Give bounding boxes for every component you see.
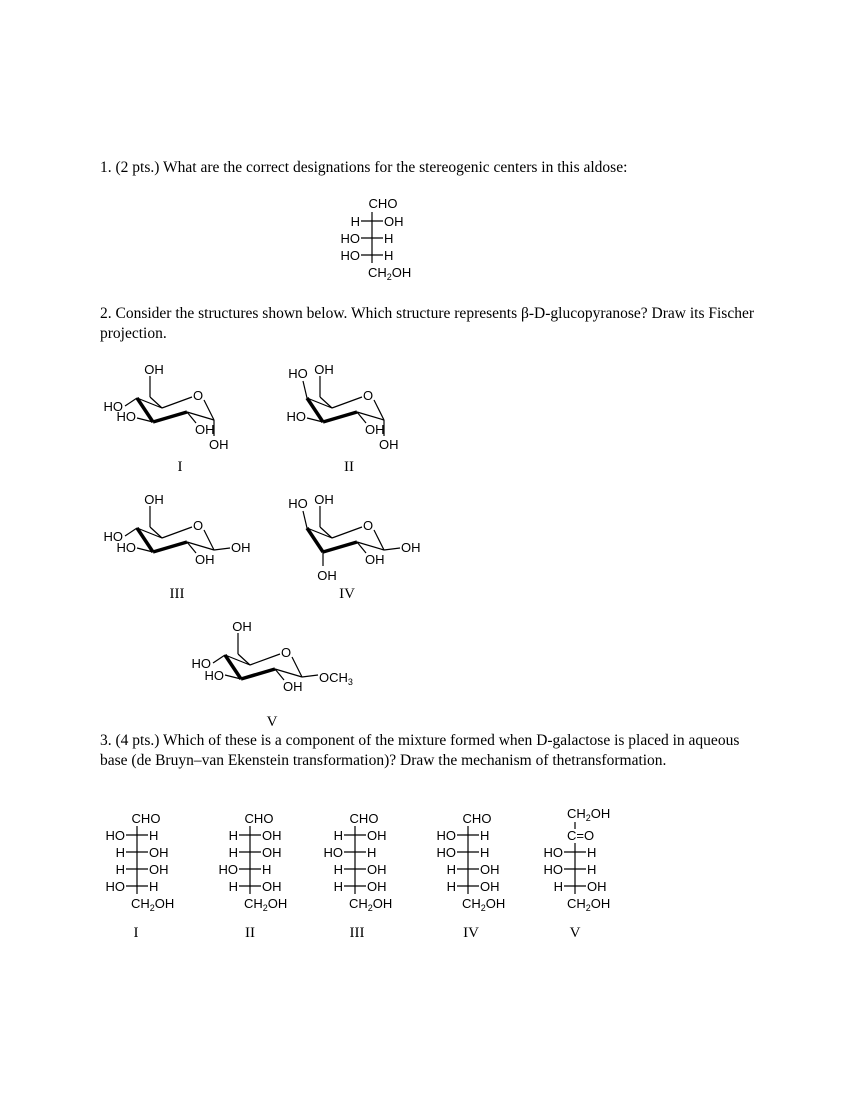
fischer-right-substituent: H [149, 879, 159, 894]
fischer-top-group: $CH_2OH$ [567, 806, 611, 823]
ring-oxygen: O [362, 518, 374, 533]
q3-fischer-III [324, 811, 393, 941]
ring-bond [332, 527, 362, 538]
fischer-label: V [569, 925, 581, 941]
fischer-left-substituent: H [333, 828, 343, 843]
fischer-right-substituent: OH [367, 879, 387, 894]
fischer-left-substituent: H [228, 828, 238, 843]
fischer-top-group: CHO [131, 811, 161, 826]
fischer-label: IV [463, 925, 479, 941]
c4-bond [303, 381, 307, 398]
ring-bond-bold [323, 412, 357, 422]
fischer-right-substituent: OH [480, 862, 500, 877]
fischer-bottom-group: $CH_2OH$ [368, 265, 412, 282]
ring-oxygen: O [192, 388, 204, 403]
fischer-right-substituent: OH [149, 845, 169, 860]
fischer-left-substituent: HO [340, 248, 360, 263]
structure-label: I [177, 459, 183, 475]
fischer-left-substituent: H [446, 862, 456, 877]
ring-oxygen: O [362, 388, 374, 403]
fischer-left-substituent: HO [105, 828, 125, 843]
c2-oh: OH [365, 422, 385, 437]
c3-ho: HO [286, 409, 306, 424]
fischer-bottom-group: $CH_2OH$ [349, 896, 393, 913]
haworth-structure-III [104, 492, 251, 602]
d-configuration: D [536, 732, 548, 749]
c3-ho: HO [204, 668, 224, 683]
fischer-right-substituent: OH [367, 828, 387, 843]
fischer-bottom-group: $CH_2OH$ [567, 896, 611, 913]
c4-bond [125, 398, 137, 406]
c3-ho: HO [116, 540, 136, 555]
ring-bond-bold [153, 412, 187, 422]
c6-bond [320, 527, 332, 538]
fischer-label: II [245, 925, 255, 941]
fischer-label: III [349, 925, 365, 941]
fischer-top-group: CHO [349, 811, 379, 826]
c2-oh: OH [365, 552, 385, 567]
ring-bond [250, 654, 280, 665]
question-2-text-b: -glucopyranose? Draw its Fischer projection. [100, 305, 755, 342]
c4-ho: HO [103, 399, 123, 414]
fischer-left-substituent: HO [543, 862, 563, 877]
fischer-left-substituent: H [350, 214, 360, 229]
fischer-right-substituent: OH [384, 214, 404, 229]
question-2-text-a: 2. Consider the structures shown below. Which structure represents [100, 305, 521, 322]
question-3-text-b: -galactose is placed in aqueous base (de Bruyn–van Ekenstein transformation)? Draw the mechanism of thetransformation. [100, 732, 740, 769]
ring-bond-bold [323, 542, 357, 552]
fischer-left-substituent: HO [543, 845, 563, 860]
q3-fischer-I [106, 811, 175, 941]
fischer-right-substituent: OH [367, 862, 387, 877]
c3-oh: OH [317, 568, 337, 583]
fischer-right-substituent: H [587, 845, 597, 860]
ring-bond-bold [241, 669, 275, 679]
fischer-left-substituent: HO [105, 879, 125, 894]
fischer-left-substituent: HO [436, 828, 456, 843]
fischer-right-substituent: H [480, 845, 490, 860]
question-1-text: 1. (2 pts.) What are the correct designations for the stereogenic centers in this aldose: [100, 159, 628, 176]
c6-oh: OH [314, 362, 334, 377]
fischer-bottom-group: $CH_2OH$ [131, 896, 175, 913]
c2-oh: OH [195, 552, 215, 567]
ring-bond [332, 397, 362, 408]
fischer-right-substituent: H [384, 231, 394, 246]
fischer-left-substituent: H [553, 879, 563, 894]
c1-bond [302, 675, 318, 677]
fischer-left-substituent: H [228, 845, 238, 860]
fischer-top-group: CHO [368, 196, 398, 211]
c2-oh: OH [283, 679, 303, 694]
fischer-left-substituent: H [446, 879, 456, 894]
c1-oh: OH [231, 540, 251, 555]
c1-methoxy: $OCH_3$ [319, 670, 353, 687]
c4-ho: HO [191, 656, 211, 671]
fischer-left-substituent: H [228, 879, 238, 894]
c1-oh: OH [379, 437, 399, 452]
fischer-right-substituent: H [384, 248, 394, 263]
fischer-left-substituent: HO [323, 845, 343, 860]
q3-fischer-V [544, 806, 611, 941]
c4-ho: HO [288, 496, 308, 511]
fischer-right-substituent: H [587, 862, 597, 877]
c1-bond [384, 548, 400, 550]
c1-bond [214, 548, 230, 550]
c4-bond [213, 655, 225, 663]
haworth-structure-IV [288, 492, 420, 602]
fischer-right-substituent: H [367, 845, 377, 860]
ring-bond [162, 397, 192, 408]
structure-label: III [169, 586, 185, 602]
fischer-left-substituent: HO [340, 231, 360, 246]
fischer-right-substituent: OH [587, 879, 607, 894]
haworth-structure-V [192, 619, 353, 730]
c3-ho: HO [116, 409, 136, 424]
fischer-ketone: C=O [567, 828, 595, 843]
fischer-right-substituent: H [480, 828, 490, 843]
c1-oh: OH [209, 437, 229, 452]
c6-oh: OH [314, 492, 334, 507]
fischer-top-group: CHO [462, 811, 492, 826]
c4-ho: HO [288, 366, 308, 381]
fischer-right-substituent: H [262, 862, 272, 877]
question-3-text-a: 3. (4 pts.) Which of these is a component of the mixture formed when [100, 732, 537, 749]
ring-oxygen: O [192, 518, 204, 533]
fischer-left-substituent: H [333, 862, 343, 877]
beta-symbol: β [520, 305, 529, 322]
c6-bond [150, 527, 162, 538]
fischer-right-substituent: OH [480, 879, 500, 894]
fischer-label: I [133, 925, 139, 941]
c6-oh: OH [144, 362, 164, 377]
fischer-right-substituent: OH [262, 879, 282, 894]
haworth-structure-II [287, 362, 399, 475]
fischer-left-substituent: H [115, 845, 125, 860]
c4-bond [125, 528, 137, 536]
c6-bond [238, 654, 250, 665]
c2-oh: OH [195, 422, 215, 437]
structure-label: IV [339, 586, 355, 602]
fischer-top-group: CHO [244, 811, 274, 826]
ring-bond-bold [153, 542, 187, 552]
fischer-right-substituent: OH [262, 828, 282, 843]
haworth-structure-I [104, 362, 229, 475]
c4-bond [303, 511, 307, 528]
fischer-left-substituent: HO [218, 862, 238, 877]
fischer-left-substituent: HO [436, 845, 456, 860]
fischer-right-substituent: OH [149, 862, 169, 877]
fischer-left-substituent: H [333, 879, 343, 894]
fischer-right-substituent: H [149, 828, 159, 843]
fischer-bottom-group: $CH_2OH$ [462, 896, 506, 913]
structure-label: II [344, 459, 354, 475]
ring-oxygen: O [280, 645, 292, 660]
q3-fischer-IV [437, 811, 506, 941]
fischer-bottom-group: $CH_2OH$ [244, 896, 288, 913]
structure-label: V [266, 714, 278, 730]
q3-fischer-II [219, 811, 288, 941]
q1-fischer-projection [341, 196, 412, 282]
fischer-left-substituent: H [115, 862, 125, 877]
c1-oh: OH [401, 540, 421, 555]
fischer-right-substituent: OH [262, 845, 282, 860]
question-2-dash: - [528, 305, 535, 322]
c6-bond [150, 397, 162, 408]
c4-ho: HO [103, 529, 123, 544]
ring-bond [162, 527, 192, 538]
c6-bond [320, 397, 332, 408]
c6-oh: OH [232, 619, 252, 634]
c6-oh: OH [144, 492, 164, 507]
d-configuration: D [534, 305, 546, 322]
